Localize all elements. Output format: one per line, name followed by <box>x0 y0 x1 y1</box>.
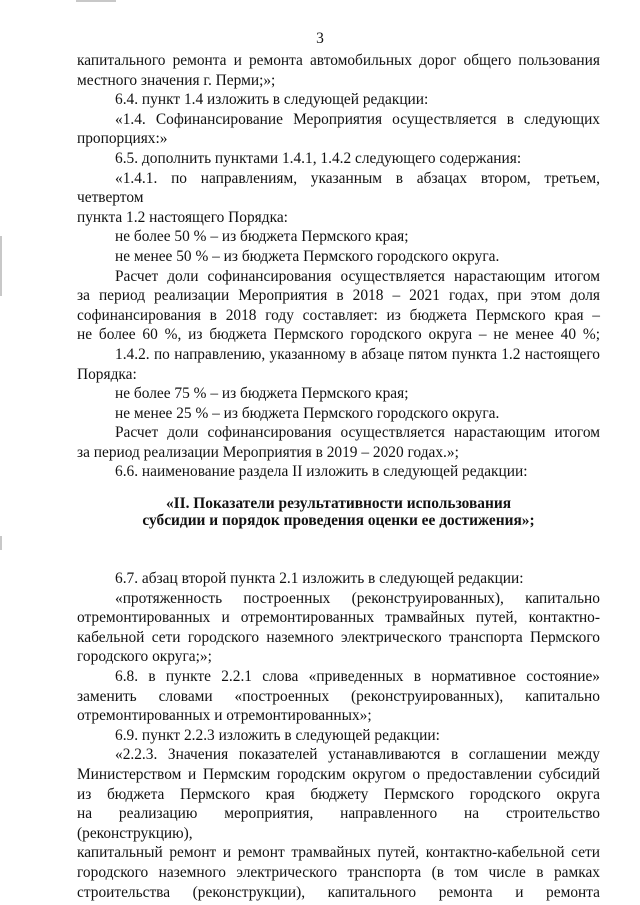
text-line: на реализацию мероприятия, направленного на строительство (реконструкцию), <box>77 805 600 842</box>
text-line: не более 50 % – из бюджета Пермского края; <box>115 228 409 246</box>
text-line: пункта 1.2 настоящего Порядка: <box>77 208 288 226</box>
text-line: Расчет доли софинансирования осуществляется нарастающим итогом <box>115 424 600 442</box>
scan-artifact-left <box>0 236 2 296</box>
text-line: городского округа;»; <box>77 648 212 666</box>
text-line: «1.4. Софинансирование Мероприятия осуществляется в следующих <box>115 110 600 128</box>
text-line: Порядка: <box>77 365 137 383</box>
text-line: не менее 50 % – из бюджета Пермского городского округа. <box>115 247 500 265</box>
text-line: не более 60 %, из бюджета Пермского городского округа – не менее 40 %; <box>77 326 600 344</box>
text-line: 6.9. пункт 2.2.3 изложить в следующей редакции: <box>115 726 440 744</box>
text-line: 1.4.2. по направлению, указанному в абзаце пятом пункта 1.2 настоящего <box>115 345 600 363</box>
text-line: за период реализации Мероприятия в 2019 – 2020 годах.»; <box>77 443 459 461</box>
text-line: не менее 25 % – из бюджета Пермского городского округа. <box>115 404 500 422</box>
scan-artifact-left-lower <box>0 536 2 550</box>
text-line: «протяженность построенных (реконструированных), капитально <box>115 589 600 607</box>
document-body <box>77 51 600 902</box>
text-line: 6.6. наименование раздела II изложить в следующей редакции: <box>115 463 528 481</box>
text-line: капитальный ремонт и ремонт трамвайных путей, контактно-кабельной сети <box>77 844 600 862</box>
text-line: заменить словами «построенных (реконструированных), капитально <box>77 687 600 705</box>
text-line: не более 75 % – из бюджета Пермского края; <box>115 385 409 403</box>
text-line: софинансирования в 2018 году составляет: из бюджета Пермского края – <box>77 306 600 324</box>
text-line: Министерством и Пермским городским округом о предоставлении субсидий <box>77 766 600 783</box>
text-line: 6.5. дополнить пунктами 1.4.1, 1.4.2 следующего содержания: <box>115 149 522 167</box>
text-line: пропорциях:» <box>77 130 168 148</box>
scan-artifact-top <box>76 0 116 2</box>
text-line: городского наземного электрического транспорта (в том числе в рамках <box>77 863 600 881</box>
text-line: 6.4. пункт 1.4 изложить в следующей редакции: <box>115 91 429 109</box>
text-line: 6.7. абзац второй пункта 2.1 изложить в следующей редакции: <box>115 570 524 588</box>
text-line: «2.2.3. Значения показателей устанавливаются в соглашении между <box>115 746 600 764</box>
text-line: капитального ремонта и ремонта автомобильных дорог общего пользования <box>77 52 600 69</box>
text-line: местного значения г. Перми;»; <box>77 71 276 89</box>
text-line: «1.4.1. по направлениям, указанным в абзацах втором, третьем, четвертом <box>77 169 600 207</box>
text-line: из бюджета Пермского края бюджету Пермского городского округа <box>77 785 600 803</box>
text-line: строительства (реконструкции), капитального ремонта и ремонта <box>77 883 600 901</box>
text-line: кабельной сети городского наземного электрического транспорта Пермского <box>77 628 600 646</box>
section-heading-line: «II. Показатели результативности использования <box>165 495 512 513</box>
section-heading <box>77 495 600 529</box>
text-line: за период реализации Мероприятия в 2018 – 2021 годах, при этом доля <box>77 287 600 305</box>
text-line: отремонтированных и отремонтированных трамвайных путей, контактно- <box>77 609 600 627</box>
text-line: Расчет доли софинансирования осуществляется нарастающим итогом <box>115 267 600 285</box>
text-line: отремонтированных и отремонтированных»; <box>77 707 372 725</box>
section-heading-line: субсидии и порядок проведения оценки ее достижения»; <box>142 512 535 530</box>
text-line: 6.8. в пункте 2.2.1 слова «приведенных в нормативное состояние» <box>115 668 600 686</box>
page-number: 3 <box>316 30 324 47</box>
